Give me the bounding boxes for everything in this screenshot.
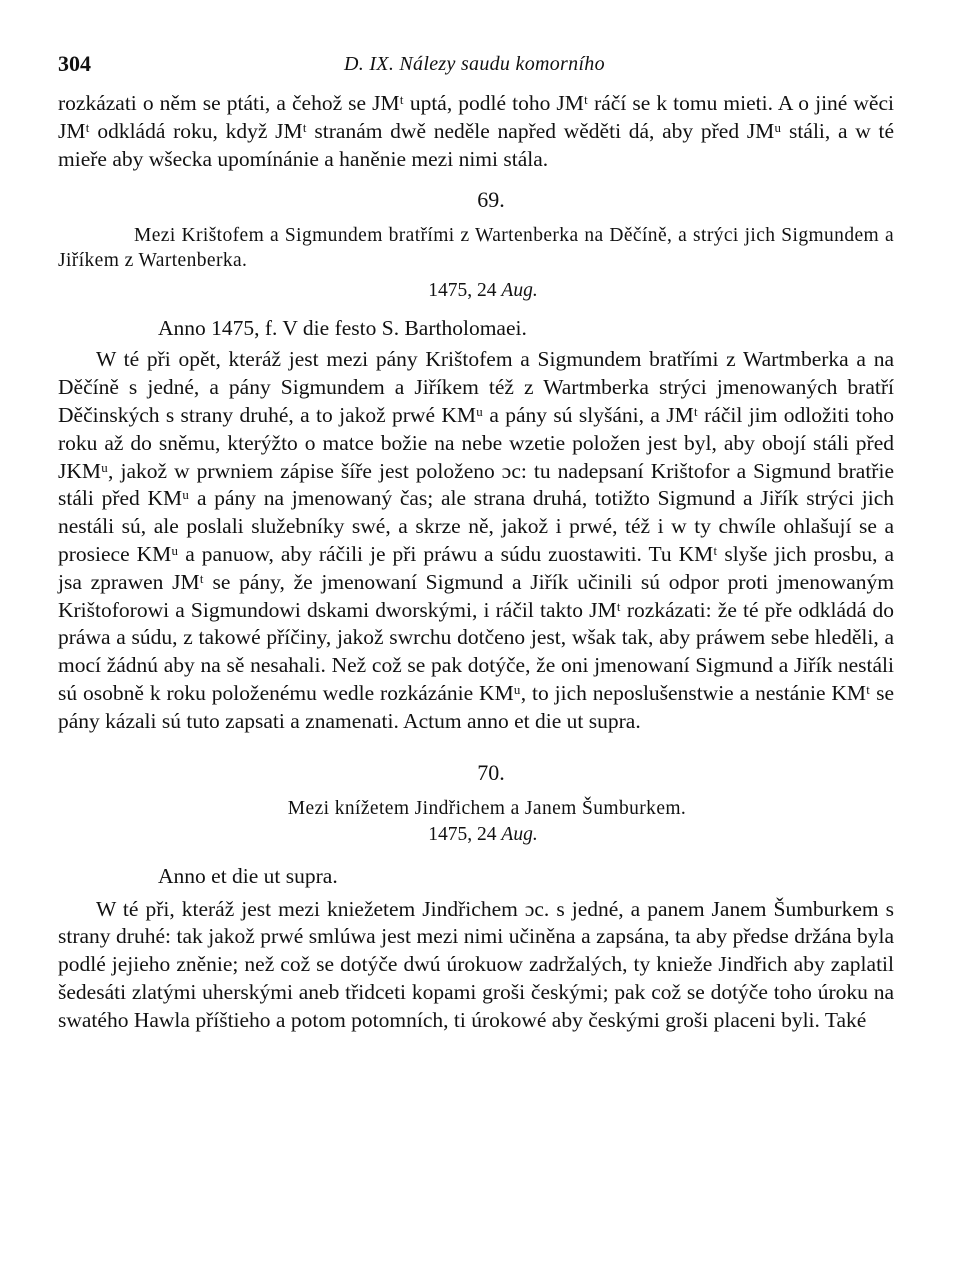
date-year: 1475, 24 <box>428 823 497 845</box>
anno-line: Anno et die ut supra. <box>158 863 338 888</box>
section-text: W té při, kteráž jest mezi kniežetem Jindřichem ɔc. s jedné, a panem Janem Šumburkem s strany druhé: tak jakož prwé smlúwa jest mezi nimi učiněna a zapsána, ta aby předse držána byla podlé jejieho zněnie; než což se dotýče dwú úrokuow zadržalých, ty knieže Jindřich aby zaplatil šedesáti zlatými uherskými aneb třidceti kopami groši českými; pak což se dotýče toho úroku na swatého Hawla příštieho a potom potomních, ti úrokowé aby českými groši placeni byli. Také <box>58 896 894 1032</box>
section-date <box>58 277 894 304</box>
section-69 <box>58 185 894 735</box>
section-number: 69. <box>477 187 505 213</box>
section-title: Mezi Krištofem a Sigmundem bratřími z Wartenberka na Děčíně, a strýci jich Sigmundem a Jiříkem z Wartenberka. <box>58 225 894 272</box>
document-page <box>58 44 894 1035</box>
anno-line: Anno 1475, f. V die festo S. Bartholomaei. <box>158 316 527 341</box>
intro-paragraph: rozkázati o něm se ptáti, a čehož se JMᵗ uptá, podlé toho JMᵗ ráčí se k tomu mieti. A o jiné wěci JMᵗ odkládá roku, když JMᵗ stranám dwě neděle napřed wěděti dá, aby před JMᵘ stáli, a w té mieře aby wšecka upomínánie a haněnie mezi nimi stála. <box>58 91 894 171</box>
section-text: W té při opět, kteráž jest mezi pány Krištofem a Sigmundem bratřími z Wartmberka a na Děčíně s jedné, a pány Sigmundem a Jiříkem též z Wartmberka strýci jmenowaných bratří Děčinských s strany druhé, a to jakož prwé KMᵘ a pány sú slyšáni, a JMᵗ ráčil jim odložiti toho roku až do sněmu, kterýžto o matce božie na nebe wzetie položen jest byl, aby obojí stáli před JKMᵘ, jakož w prwniem zápise šíře jest položeno ɔc: tu nadepsaní Krištofor a Sigmund bratřie stáli před KMᵘ a pány na jmenowaný čas; ale strana druhá, totižto Sigmund a Jiřík strýci jich nestáli sú, ale poslali služebníky swé, a skrze ně, jakož i prwé, též i w ty chwíle ohlašují se a prosiece KMᵘ a panuow, aby ráčili je při práwu a súdu zuostawiti. Tu KMᵗ slyše jich prosbu, a jsa zprawen JMᵗ se pány, že jmenowaní Sigmund a Jiřík učinili sú odpor proti jmenowaným Krištoforowi a Sigmundowi dskami dworskými, i ráčil takto JMᵗ rozkázati: že té pře odkládá do práwa a súdu, z takowé příčiny, jakož swrchu dotčeno jest, wšak tak, aby práwem sebe hleděli, a mocí žádnú aby na sě nesahali. Než což se pak dotýče, že oni jmenowaní Sigmund a Jiřík nestáli sú osobně k roku položenému wedle rozkázánie KMᵘ, to jich neposlušenstwie a nestánie KMᵗ se pány kázali sú tuto zapsati a znamenati. Actum anno et die ut supra. <box>58 347 894 733</box>
running-title: D. IX. Nálezy saudu komorního <box>344 53 605 75</box>
date-month: Aug. <box>501 823 538 845</box>
page-number: 304 <box>58 51 91 76</box>
section-date <box>58 821 894 848</box>
date-year: 1475, 24 <box>428 280 497 302</box>
running-head <box>58 44 894 84</box>
date-month: Aug. <box>501 280 538 302</box>
section-title: Mezi knížetem Jindřichem a Janem Šumburkem. <box>287 797 687 819</box>
section-70 <box>58 758 894 1035</box>
section-number: 70. <box>477 759 505 785</box>
